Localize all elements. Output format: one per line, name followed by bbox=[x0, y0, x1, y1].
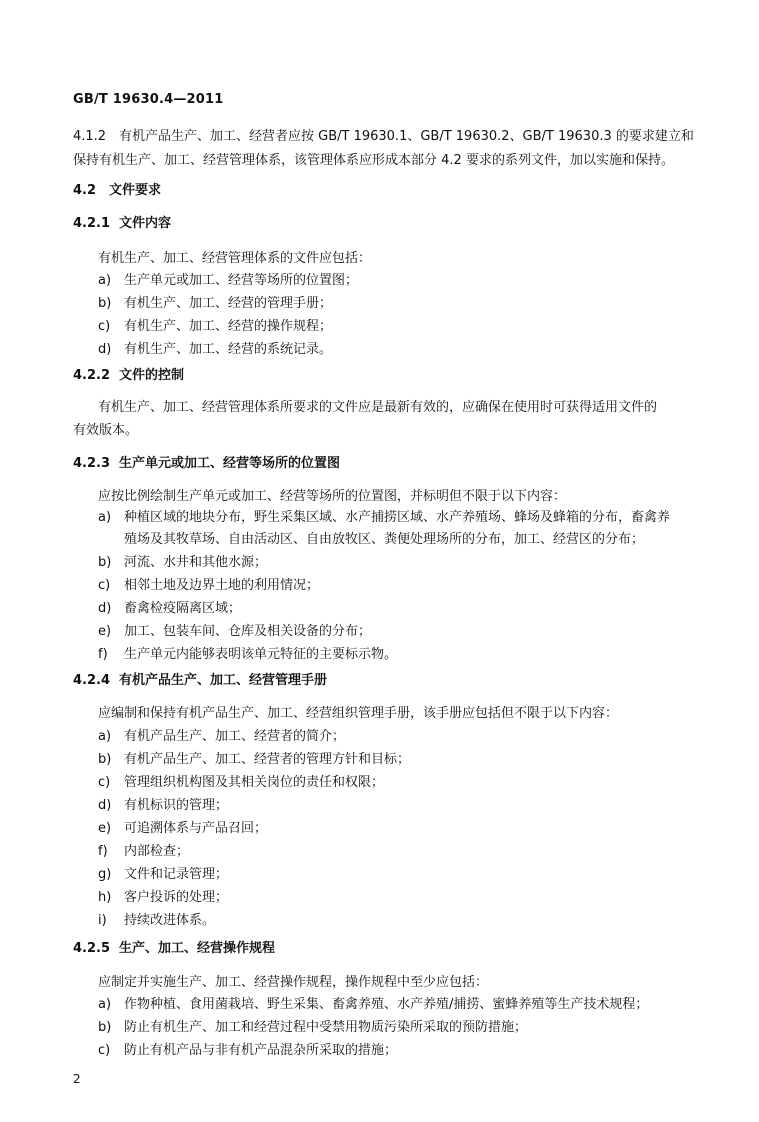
clause-title: 有机产品生产、加工、经营管理手册 bbox=[119, 673, 328, 688]
list-item bbox=[98, 820, 267, 838]
list-text: 加工、包装车间、仓库及相关设备的分布； bbox=[124, 624, 372, 639]
clause-heading-4-2-4 bbox=[73, 672, 327, 690]
list-item bbox=[98, 866, 228, 884]
section-heading-4-2 bbox=[73, 182, 161, 200]
list-text: 生产单元或加工、经营等场所的位置图； bbox=[124, 273, 359, 288]
list-item bbox=[98, 272, 358, 290]
list-label: d) bbox=[98, 342, 112, 357]
list-label: b) bbox=[98, 752, 112, 767]
list-item bbox=[98, 843, 189, 861]
list-item bbox=[98, 600, 241, 618]
list-item bbox=[98, 341, 332, 359]
list-label: b) bbox=[98, 1020, 112, 1035]
clause-text: 有机产品生产、加工、经营者应按 GB/T 19630.1、GB/T 19630.2、GB/T 19630.3 的要求建立和 bbox=[119, 129, 694, 144]
list-label: i) bbox=[98, 913, 107, 928]
list-label: c) bbox=[98, 1043, 111, 1058]
clause-title: 文件的控制 bbox=[119, 368, 185, 383]
paragraph: 应按比例绘制生产单元或加工、经营等场所的位置图，并标明但不限于以下内容： bbox=[98, 489, 567, 504]
list-text: 客户投诉的处理； bbox=[124, 890, 229, 905]
list-label: e) bbox=[98, 821, 112, 836]
list-item bbox=[98, 774, 384, 792]
clause-number: 4.2.1 bbox=[73, 216, 111, 231]
list-label: b) bbox=[98, 296, 112, 311]
list-label: g) bbox=[98, 867, 112, 882]
list-text: 有机产品生产、加工、经营者的管理方针和目标； bbox=[124, 752, 411, 767]
list-label: c) bbox=[98, 319, 111, 334]
list-item bbox=[98, 509, 670, 527]
list-item bbox=[98, 1042, 397, 1060]
list-label: d) bbox=[98, 601, 112, 616]
paragraph-line: 有机生产、加工、经营管理体系所要求的文件应是最新有效的，应确保在使用时可获得适用文件的 bbox=[98, 400, 658, 415]
list-item bbox=[98, 554, 267, 572]
list-item bbox=[98, 889, 228, 907]
list-label: a) bbox=[98, 510, 112, 525]
list-label: c) bbox=[98, 775, 111, 790]
standard-number: GB/T 19630.4—2011 bbox=[73, 92, 224, 107]
list-text: 生产单元内能够表明该单元特征的主要标示物。 bbox=[124, 647, 398, 662]
list-label: a) bbox=[98, 273, 112, 288]
list-text: 有机标识的管理； bbox=[124, 798, 229, 813]
list-text: 管理组织机构图及其相关岗位的责任和权限； bbox=[124, 775, 385, 790]
list-text: 种植区域的地块分布，野生采集区域、水产捕捞区域、水产养殖场、蜂场及蜂箱的分布，畜禽养 bbox=[124, 510, 671, 525]
list-label: h) bbox=[98, 890, 112, 905]
clause-heading-4-2-3 bbox=[73, 455, 340, 473]
list-text: 文件和记录管理； bbox=[124, 867, 229, 882]
list-label: e) bbox=[98, 624, 112, 639]
clause-number: 4.2.4 bbox=[73, 673, 111, 688]
list-item bbox=[98, 646, 397, 664]
clause-4-1-2-line2: 保持有机生产、加工、经营管理体系，该管理体系应形成本部分 4.2 要求的系列文件，加以实施和保持。 bbox=[73, 153, 674, 168]
list-text: 有机生产、加工、经营的系统记录。 bbox=[124, 342, 333, 357]
list-item bbox=[98, 996, 648, 1014]
clause-heading-4-2-1 bbox=[73, 215, 171, 233]
list-item bbox=[98, 318, 332, 336]
clause-4-1-2-line1 bbox=[73, 128, 694, 146]
paragraph: 应制定并实施生产、加工、经营操作规程，操作规程中至少应包括： bbox=[98, 975, 489, 990]
clause-number: 4.2.5 bbox=[73, 941, 111, 956]
list-label: f) bbox=[98, 647, 108, 662]
clause-title: 文件内容 bbox=[119, 216, 172, 231]
paragraph: 有机生产、加工、经营管理体系的文件应包括： bbox=[98, 251, 372, 266]
list-text: 有机生产、加工、经营的操作规程； bbox=[124, 319, 333, 334]
list-item bbox=[98, 797, 228, 815]
section-title: 文件要求 bbox=[109, 183, 162, 198]
clause-number: 4.2.2 bbox=[73, 368, 111, 383]
list-item bbox=[98, 751, 410, 769]
list-text: 相邻土地及边界土地的利用情况； bbox=[124, 578, 320, 593]
paragraph-line: 有效版本。 bbox=[73, 423, 139, 438]
list-text: 持续改进体系。 bbox=[124, 913, 216, 928]
clause-title: 生产、加工、经营操作规程 bbox=[119, 941, 276, 956]
list-text: 作物种植、食用菌栽培、野生采集、畜禽养殖、水产养殖/捕捞、蜜蜂养殖等生产技术规程； bbox=[124, 997, 649, 1012]
clause-title: 生产单元或加工、经营等场所的位置图 bbox=[119, 456, 341, 471]
list-label: a) bbox=[98, 729, 112, 744]
list-text: 可追溯体系与产品召回； bbox=[124, 821, 268, 836]
list-item bbox=[98, 577, 319, 595]
list-text: 内部检查； bbox=[124, 844, 190, 859]
list-text: 有机产品生产、加工、经营者的简介； bbox=[124, 729, 346, 744]
list-label: a) bbox=[98, 997, 112, 1012]
list-text: 防止有机生产、加工和经营过程中受禁用物质污染所采取的预防措施； bbox=[124, 1020, 528, 1035]
list-item-continuation: 殖场及其牧草场、自由活动区、自由放牧区、粪便处理场所的分布，加工、经营区的分布； bbox=[124, 532, 645, 547]
list-item bbox=[98, 295, 332, 313]
list-label: d) bbox=[98, 798, 112, 813]
page-number: 2 bbox=[73, 1072, 81, 1086]
list-item bbox=[98, 1019, 527, 1037]
list-text: 有机生产、加工、经营的管理手册； bbox=[124, 296, 333, 311]
clause-number: 4.2.3 bbox=[73, 456, 111, 471]
list-item bbox=[98, 728, 345, 746]
list-item bbox=[98, 912, 215, 930]
list-label: c) bbox=[98, 578, 111, 593]
clause-number: 4.1.2 bbox=[73, 129, 107, 144]
list-label: b) bbox=[98, 555, 112, 570]
list-text: 河流、水井和其他水源； bbox=[124, 555, 268, 570]
paragraph: 应编制和保持有机产品生产、加工、经营组织管理手册，该手册应包括但不限于以下内容： bbox=[98, 706, 619, 721]
list-text: 防止有机产品与非有机产品混杂所采取的措施； bbox=[124, 1043, 398, 1058]
list-text: 畜禽检疫隔离区域； bbox=[124, 601, 242, 616]
section-number: 4.2 bbox=[73, 183, 97, 198]
list-item bbox=[98, 623, 371, 641]
list-label: f) bbox=[98, 844, 108, 859]
clause-heading-4-2-2 bbox=[73, 367, 184, 385]
clause-heading-4-2-5 bbox=[73, 940, 275, 958]
